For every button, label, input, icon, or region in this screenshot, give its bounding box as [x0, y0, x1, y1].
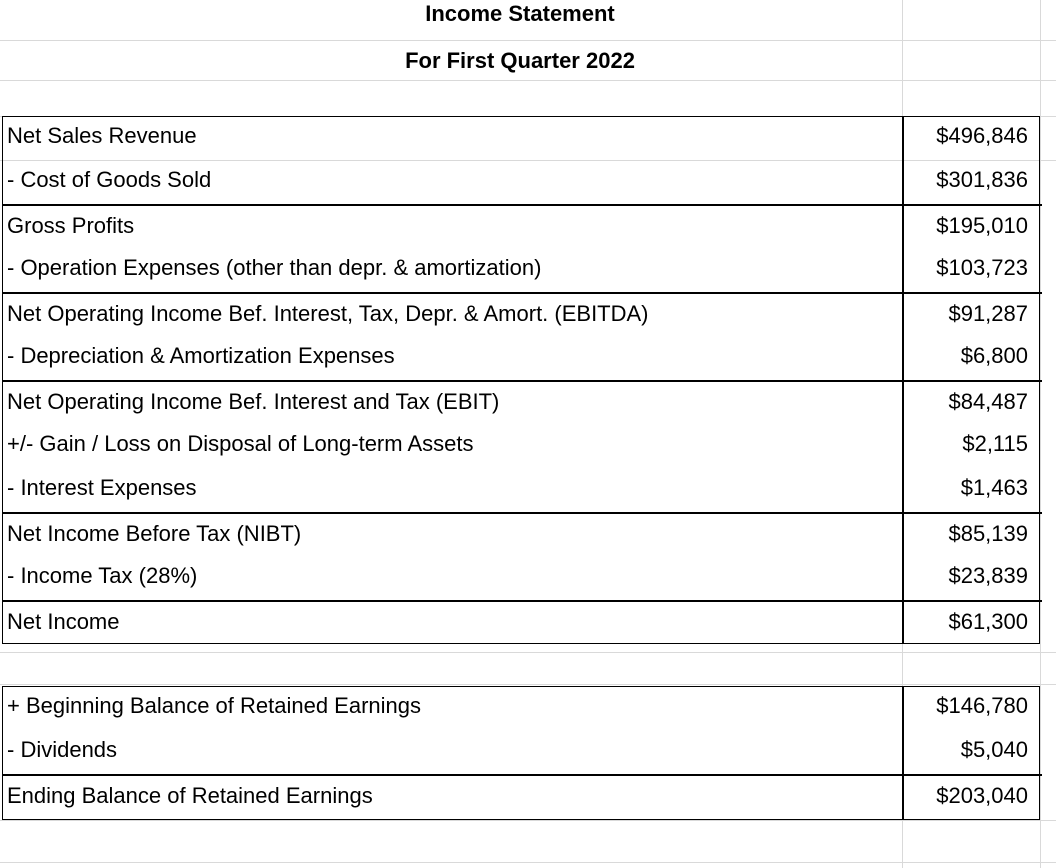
statement-title: Income Statement — [425, 1, 615, 26]
row-label: Net Operating Income Bef. Interest and Tax (EBIT) — [7, 389, 500, 414]
table-row[interactable] — [2, 774, 1042, 820]
table-row[interactable] — [2, 686, 1042, 730]
row-amount: $103,723 — [936, 255, 1028, 280]
row-label: Net Sales Revenue — [7, 123, 197, 148]
table-row[interactable] — [2, 248, 1042, 292]
row-amount: $85,139 — [948, 521, 1028, 546]
row-label: - Dividends — [7, 737, 118, 762]
row-label: - Income Tax (28%) — [7, 563, 198, 588]
table-row[interactable] — [2, 380, 1042, 426]
table-row[interactable] — [2, 556, 1042, 600]
row-label: Net Income — [7, 609, 120, 634]
table-row[interactable] — [2, 204, 1042, 250]
row-label: - Operation Expenses (other than depr. & amortization) — [7, 255, 542, 280]
row-label: Gross Profits — [7, 213, 135, 238]
row-amount: $23,839 — [948, 563, 1028, 588]
row-amount: $6,800 — [960, 343, 1028, 368]
row-label: - Depreciation & Amortization Expenses — [7, 343, 395, 368]
row-label: +/- Gain / Loss on Disposal of Long-term Assets — [7, 431, 474, 456]
row-amount: $91,287 — [948, 301, 1028, 326]
table-row[interactable] — [2, 160, 1042, 204]
row-label: Ending Balance of Retained Earnings — [7, 783, 373, 808]
row-amount: $301,836 — [936, 167, 1028, 192]
table-row[interactable] — [2, 468, 1042, 512]
table-row[interactable] — [2, 512, 1042, 558]
row-amount: $1,463 — [960, 475, 1028, 500]
row-label: + Beginning Balance of Retained Earnings — [7, 693, 422, 718]
table-row[interactable] — [2, 600, 1042, 646]
row-amount: $2,115 — [962, 431, 1028, 456]
row-label: - Interest Expenses — [7, 475, 197, 500]
statement-subtitle: For First Quarter 2022 — [405, 48, 635, 73]
row-label: Net Income Before Tax (NIBT) — [7, 521, 302, 546]
table-row[interactable] — [2, 336, 1042, 380]
row-label: Net Operating Income Bef. Interest, Tax, Depr. & Amort. (EBITDA) — [7, 301, 649, 326]
table-row[interactable] — [2, 292, 1042, 338]
row-label: - Cost of Goods Sold — [7, 167, 212, 192]
table-row[interactable] — [2, 424, 1042, 468]
row-amount: $5,040 — [960, 737, 1028, 762]
row-amount: $146,780 — [936, 693, 1028, 718]
row-amount: $195,010 — [936, 213, 1028, 238]
table-row[interactable] — [2, 730, 1042, 774]
row-amount: $203,040 — [936, 783, 1028, 808]
row-amount: $84,487 — [948, 389, 1028, 414]
table-row[interactable] — [2, 116, 1042, 160]
row-amount: $61,300 — [948, 609, 1028, 634]
row-amount: $496,846 — [936, 123, 1028, 148]
